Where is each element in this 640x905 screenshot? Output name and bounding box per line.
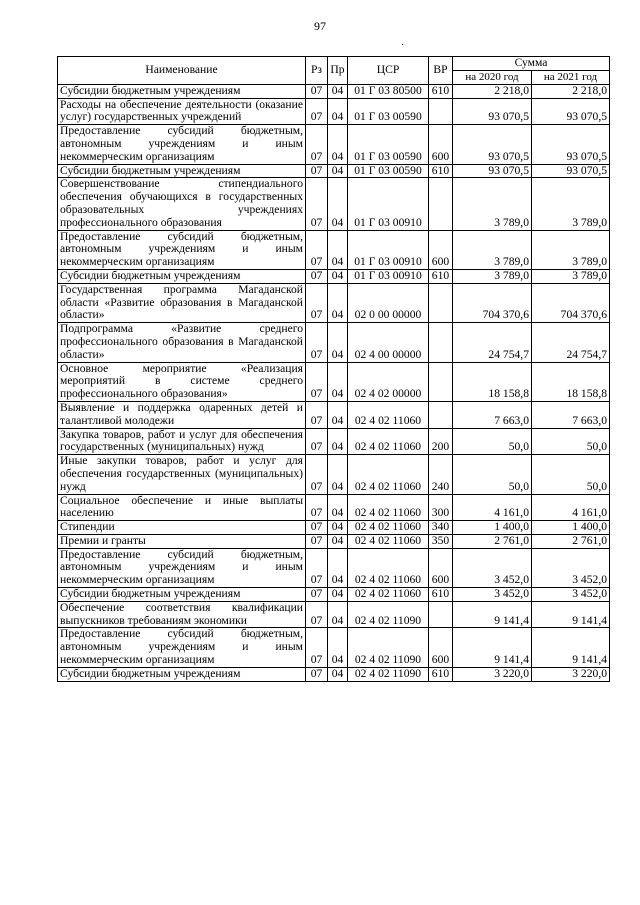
- row-csr: 01 Г 03 00590: [348, 98, 429, 125]
- row-sum-2020: 93 070,5: [453, 164, 532, 178]
- row-name: Предоставление субсидий бюджетным, автономным учреждениям и иным некоммерческим организациям: [58, 125, 306, 164]
- row-name: Иные закупки товаров, работ и услуг для обеспечения государственных (муниципальных) нужд: [58, 455, 306, 494]
- header-year-2021: на 2021 год: [532, 70, 610, 84]
- row-pr: 04: [328, 667, 348, 681]
- row-rz: 07: [306, 455, 328, 494]
- row-vr: 600: [429, 548, 453, 587]
- row-sum-2020: 93 070,5: [453, 125, 532, 164]
- row-name: Предоставление субсидий бюджетным, автономным учреждениям и иным некоммерческим организациям: [58, 628, 306, 667]
- row-sum-2020: 4 161,0: [453, 494, 532, 521]
- row-pr: 04: [328, 521, 348, 535]
- row-csr: 01 Г 03 80500: [348, 84, 429, 98]
- page-mark: ·: [401, 40, 405, 51]
- row-sum-2020: 9 141,4: [453, 601, 532, 628]
- header-year-2020: на 2020 год: [453, 70, 532, 84]
- row-name: Субсидии бюджетным учреждениям: [58, 588, 306, 602]
- row-csr: 02 4 02 11090: [348, 601, 429, 628]
- row-pr: 04: [328, 588, 348, 602]
- row-sum-2020: 93 070,5: [453, 98, 532, 125]
- row-csr: 02 4 02 11060: [348, 521, 429, 535]
- row-name: Расходы на обеспечение деятельности (оказание услуг) государственных учреждений: [58, 98, 306, 125]
- row-pr: 04: [328, 98, 348, 125]
- row-vr: [429, 178, 453, 230]
- row-pr: 04: [328, 164, 348, 178]
- row-name: Основное мероприятие «Реализация мероприятий в системе среднего профессионального образования»: [58, 362, 306, 401]
- row-vr: [429, 323, 453, 362]
- row-vr: 600: [429, 230, 453, 269]
- row-rz: 07: [306, 494, 328, 521]
- row-pr: 04: [328, 534, 348, 548]
- row-csr: 02 4 02 11060: [348, 455, 429, 494]
- row-sum-2021: 50,0: [532, 428, 610, 455]
- row-sum-2021: 1 400,0: [532, 521, 610, 535]
- header-vr: ВР: [429, 57, 453, 85]
- row-sum-2021: 7 663,0: [532, 401, 610, 428]
- row-sum-2021: 3 220,0: [532, 667, 610, 681]
- row-name: Предоставление субсидий бюджетным, автономным учреждениям и иным некоммерческим организациям: [58, 548, 306, 587]
- row-sum-2021: 9 141,4: [532, 601, 610, 628]
- row-rz: 07: [306, 178, 328, 230]
- row-sum-2021: 3 789,0: [532, 230, 610, 269]
- row-rz: 07: [306, 269, 328, 283]
- row-pr: 04: [328, 628, 348, 667]
- row-name: Субсидии бюджетным учреждениям: [58, 164, 306, 178]
- row-name: Выявление и поддержка одаренных детей и талантливой молодежи: [58, 401, 306, 428]
- row-vr: [429, 283, 453, 322]
- table-row: [58, 401, 610, 428]
- row-sum-2021: 93 070,5: [532, 125, 610, 164]
- table-row: [58, 667, 610, 681]
- row-name: Субсидии бюджетным учреждениям: [58, 269, 306, 283]
- header-sum: Сумма: [453, 57, 610, 71]
- row-vr: 350: [429, 534, 453, 548]
- row-sum-2020: 3 789,0: [453, 230, 532, 269]
- row-pr: 04: [328, 494, 348, 521]
- row-csr: 02 4 02 11060: [348, 534, 429, 548]
- table-row: [58, 269, 610, 283]
- page-number: 97: [314, 19, 326, 33]
- row-pr: 04: [328, 323, 348, 362]
- row-sum-2020: 2 218,0: [453, 84, 532, 98]
- row-csr: 02 4 02 11090: [348, 667, 429, 681]
- row-rz: 07: [306, 362, 328, 401]
- row-name: Стипендии: [58, 521, 306, 535]
- row-csr: 02 4 02 11060: [348, 588, 429, 602]
- row-sum-2020: 50,0: [453, 455, 532, 494]
- table-row: [58, 84, 610, 98]
- row-name: Подпрограмма «Развитие среднего профессионального образования в Магаданской области»: [58, 323, 306, 362]
- row-sum-2021: 704 370,6: [532, 283, 610, 322]
- row-pr: 04: [328, 601, 348, 628]
- header-rz: Рз: [306, 57, 328, 85]
- budget-table: [57, 56, 610, 682]
- row-sum-2021: 24 754,7: [532, 323, 610, 362]
- row-sum-2021: 9 141,4: [532, 628, 610, 667]
- table-row: [58, 455, 610, 494]
- row-pr: 04: [328, 230, 348, 269]
- row-pr: 04: [328, 455, 348, 494]
- row-name: Премии и гранты: [58, 534, 306, 548]
- table-row: [58, 323, 610, 362]
- row-sum-2021: 18 158,8: [532, 362, 610, 401]
- row-csr: 02 4 00 00000: [348, 323, 429, 362]
- row-sum-2021: 3 452,0: [532, 548, 610, 587]
- row-pr: 04: [328, 125, 348, 164]
- row-vr: 600: [429, 125, 453, 164]
- row-sum-2020: 3 789,0: [453, 178, 532, 230]
- row-sum-2020: 3 452,0: [453, 548, 532, 587]
- row-pr: 04: [328, 428, 348, 455]
- row-name: Субсидии бюджетным учреждениям: [58, 667, 306, 681]
- table-row: [58, 548, 610, 587]
- row-sum-2021: 50,0: [532, 455, 610, 494]
- table-row: [58, 362, 610, 401]
- row-rz: 07: [306, 164, 328, 178]
- table-row: [58, 628, 610, 667]
- table-row: [58, 534, 610, 548]
- row-vr: [429, 601, 453, 628]
- row-vr: 240: [429, 455, 453, 494]
- table-row: [58, 494, 610, 521]
- row-rz: 07: [306, 84, 328, 98]
- row-sum-2021: 2 761,0: [532, 534, 610, 548]
- row-name: Совершенствование стипендиального обеспечения обучающихся в государственных образовательных учреждениях профессионального образования: [58, 178, 306, 230]
- row-vr: 610: [429, 269, 453, 283]
- row-sum-2021: 4 161,0: [532, 494, 610, 521]
- row-vr: 610: [429, 667, 453, 681]
- row-rz: 07: [306, 521, 328, 535]
- row-pr: 04: [328, 178, 348, 230]
- row-rz: 07: [306, 628, 328, 667]
- header-csr: ЦСР: [348, 57, 429, 85]
- row-csr: 02 4 02 11060: [348, 428, 429, 455]
- row-sum-2020: 704 370,6: [453, 283, 532, 322]
- table-row: [58, 588, 610, 602]
- row-sum-2020: 3 789,0: [453, 269, 532, 283]
- row-pr: 04: [328, 269, 348, 283]
- row-rz: 07: [306, 98, 328, 125]
- row-rz: 07: [306, 125, 328, 164]
- row-rz: 07: [306, 401, 328, 428]
- row-rz: 07: [306, 548, 328, 587]
- row-vr: 610: [429, 84, 453, 98]
- header-pr: Пр: [328, 57, 348, 85]
- row-rz: 07: [306, 667, 328, 681]
- row-sum-2021: 3 789,0: [532, 269, 610, 283]
- row-rz: 07: [306, 601, 328, 628]
- row-sum-2021: 3 789,0: [532, 178, 610, 230]
- row-vr: 600: [429, 628, 453, 667]
- row-csr: 02 0 00 00000: [348, 283, 429, 322]
- row-rz: 07: [306, 428, 328, 455]
- row-vr: 300: [429, 494, 453, 521]
- row-name: Обеспечение соответствия квалификации выпускников требованиям экономики: [58, 601, 306, 628]
- row-sum-2020: 50,0: [453, 428, 532, 455]
- row-sum-2020: 18 158,8: [453, 362, 532, 401]
- row-sum-2020: 7 663,0: [453, 401, 532, 428]
- table-row: [58, 428, 610, 455]
- row-pr: 04: [328, 283, 348, 322]
- table-row: [58, 230, 610, 269]
- row-rz: 07: [306, 230, 328, 269]
- table-row: [58, 601, 610, 628]
- row-sum-2021: 2 218,0: [532, 84, 610, 98]
- row-sum-2020: 24 754,7: [453, 323, 532, 362]
- table-row: [58, 98, 610, 125]
- row-sum-2020: 3 220,0: [453, 667, 532, 681]
- row-name: Предоставление субсидий бюджетным, автономным учреждениям и иным некоммерческим организациям: [58, 230, 306, 269]
- row-pr: 04: [328, 362, 348, 401]
- row-sum-2020: 2 761,0: [453, 534, 532, 548]
- row-csr: 02 4 02 11060: [348, 401, 429, 428]
- row-sum-2020: 9 141,4: [453, 628, 532, 667]
- table-header: [58, 57, 610, 85]
- row-csr: 02 4 02 00000: [348, 362, 429, 401]
- table-row: [58, 283, 610, 322]
- row-pr: 04: [328, 84, 348, 98]
- header-name: Наименование: [58, 57, 306, 85]
- row-rz: 07: [306, 534, 328, 548]
- row-vr: [429, 401, 453, 428]
- row-csr: 01 Г 03 00910: [348, 230, 429, 269]
- row-pr: 04: [328, 401, 348, 428]
- row-rz: 07: [306, 323, 328, 362]
- row-rz: 07: [306, 588, 328, 602]
- row-vr: 610: [429, 588, 453, 602]
- row-vr: [429, 98, 453, 125]
- table-row: [58, 521, 610, 535]
- table-row: [58, 178, 610, 230]
- row-sum-2021: 3 452,0: [532, 588, 610, 602]
- row-csr: 01 Г 03 00590: [348, 125, 429, 164]
- row-pr: 04: [328, 548, 348, 587]
- row-vr: 200: [429, 428, 453, 455]
- row-vr: 610: [429, 164, 453, 178]
- row-name: Государственная программа Магаданской области «Развитие образования в Магаданской области»: [58, 283, 306, 322]
- row-csr: 01 Г 03 00910: [348, 269, 429, 283]
- row-name: Закупка товаров, работ и услуг для обеспечения государственных (муниципальных) нужд: [58, 428, 306, 455]
- row-csr: 02 4 02 11060: [348, 548, 429, 587]
- row-csr: 01 Г 03 00590: [348, 164, 429, 178]
- row-vr: 340: [429, 521, 453, 535]
- row-sum-2021: 93 070,5: [532, 164, 610, 178]
- row-name: Субсидии бюджетным учреждениям: [58, 84, 306, 98]
- table-body: [58, 84, 610, 681]
- row-name: Социальное обеспечение и иные выплаты населению: [58, 494, 306, 521]
- row-vr: [429, 362, 453, 401]
- row-csr: 02 4 02 11060: [348, 494, 429, 521]
- row-rz: 07: [306, 283, 328, 322]
- row-sum-2020: 1 400,0: [453, 521, 532, 535]
- table-row: [58, 164, 610, 178]
- row-csr: 02 4 02 11090: [348, 628, 429, 667]
- table-row: [58, 125, 610, 164]
- row-sum-2021: 93 070,5: [532, 98, 610, 125]
- row-csr: 01 Г 03 00910: [348, 178, 429, 230]
- row-sum-2020: 3 452,0: [453, 588, 532, 602]
